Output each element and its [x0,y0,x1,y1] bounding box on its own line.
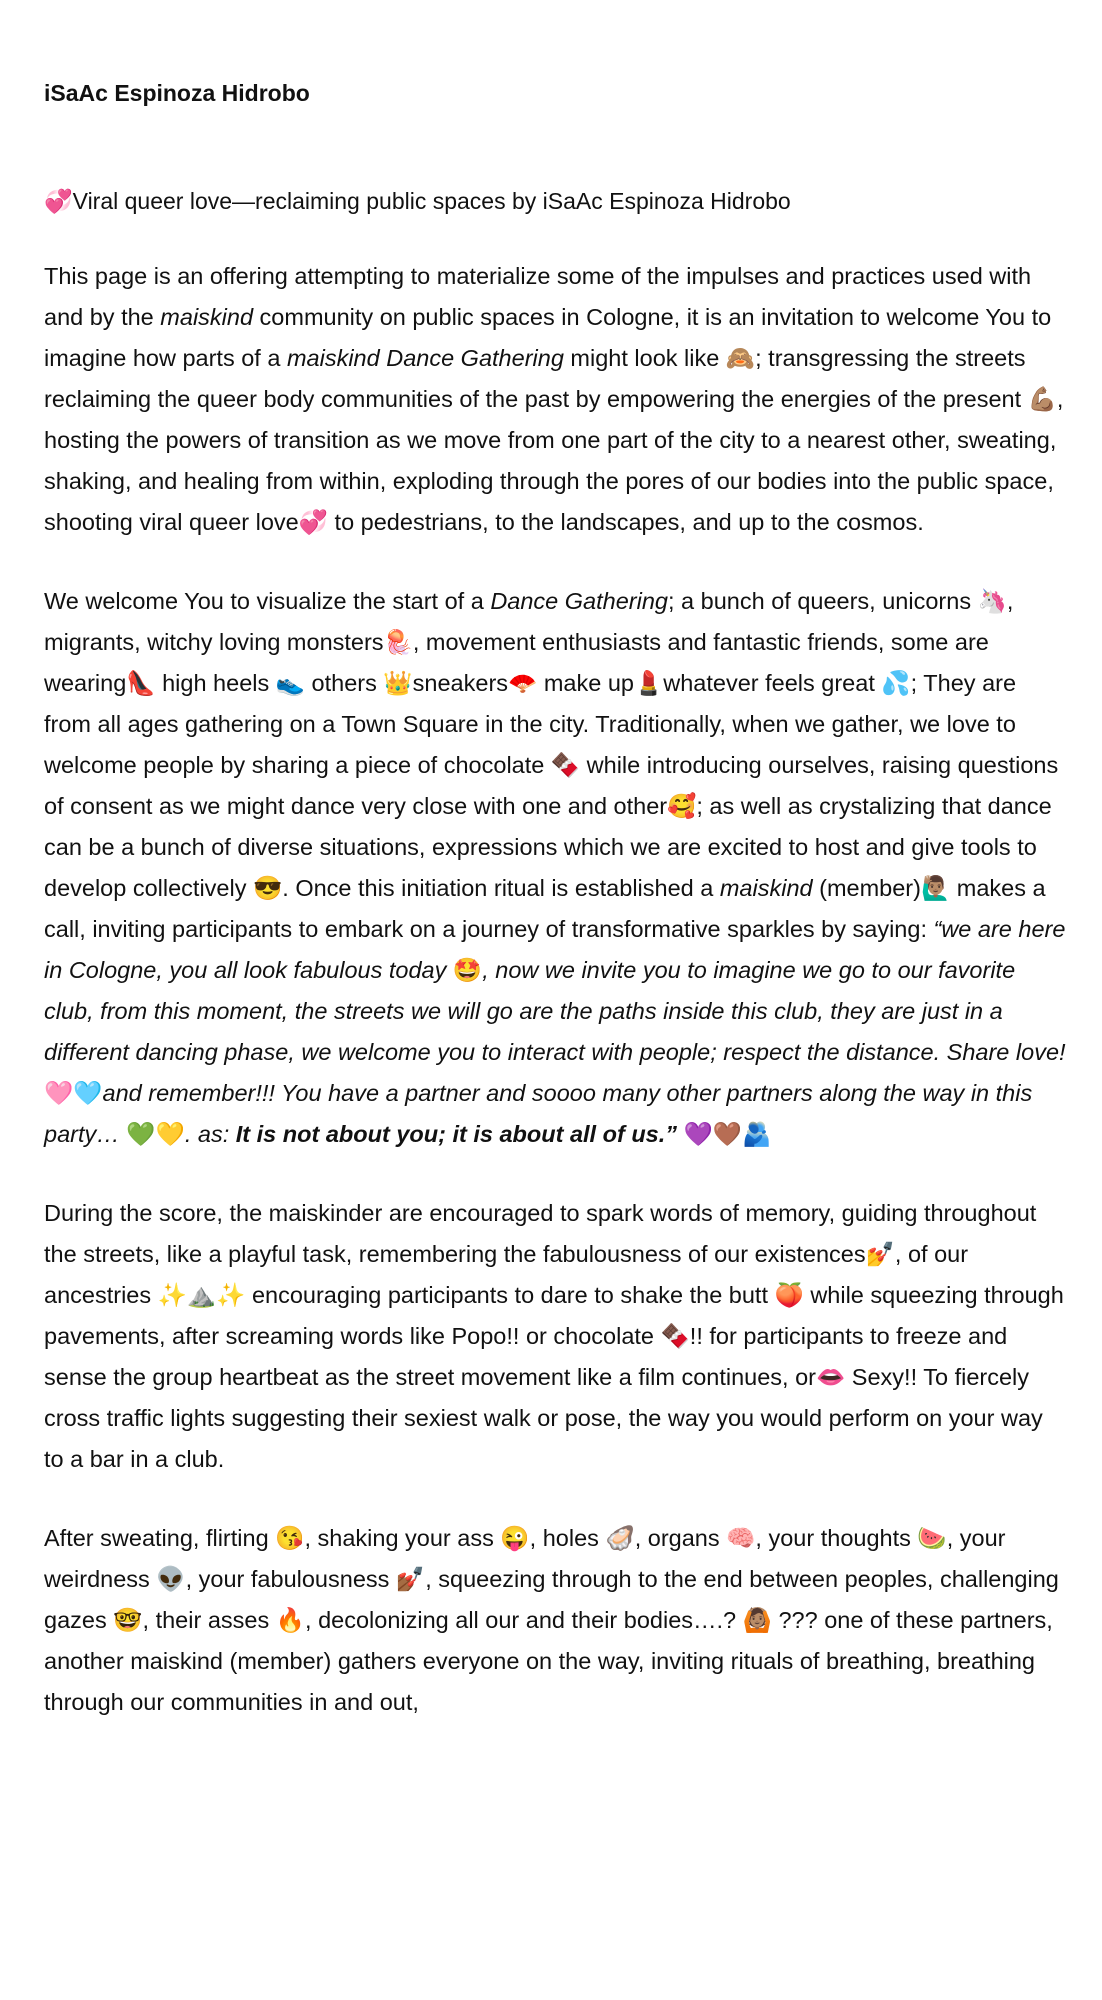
text-run: , of our ancestries [44,1241,969,1308]
text-run: whatever feels great [663,670,882,696]
emoji-icon: 💦 [881,670,911,696]
emoji-icon: 💅🏾 [395,1566,426,1592]
text-run: , squeezing through to the end between peoples, challenging gazes [44,1566,1059,1633]
emoji-icon: 💪🏽 [1027,386,1057,412]
text-run: community on public spaces in Cologne, it is an invitation to welcome You to imagine how parts of a [44,304,1052,371]
emoji-icon: 🪭 [508,670,538,696]
emoji-icon: 😜 [500,1525,530,1551]
text-run: make up [537,670,634,696]
title-text: Viral queer love—reclaiming public spaces by iSaAc Espinoza Hidrobo [72,188,791,214]
text-run: This page is an offering attempting to materialize some of the impulses and practices used with and by the [44,263,1032,330]
text-run: , your fabulousness [185,1566,396,1592]
emoji-icon: 💞 [298,509,329,535]
text-run: We welcome You to visualize the start of a [44,588,491,614]
text-run: and remember!!! You have a partner and soooo many other partners along the way in this party… [44,1080,1033,1147]
text-run: . Once this initiation ritual is established a [282,875,720,901]
emoji-icon: 🍫 [660,1323,690,1349]
emoji-icon: 🪼 [383,629,413,655]
body-paragraph-3 [44,1193,1066,1480]
text-run: Dance Gathering [490,588,668,614]
emoji-icon: 🤓 [113,1607,143,1633]
emoji-icon: 🙆🏽 [742,1607,772,1633]
emoji-icon: 👄 [816,1364,846,1390]
emoji-icon: 🥰 [667,793,697,819]
emoji-icon: 🦄 [977,588,1007,614]
text-run: encouraging participants to dare to shake the butt [245,1282,775,1308]
emoji-icon: 💄 [633,670,664,696]
text-run: , your thoughts [755,1525,918,1551]
text-run: ??? one of these partners, another maiskind (member) gathers everyone on the way, inviting rituals of breathing, breathing through our communities in and out, [44,1607,1053,1715]
text-run: , holes [529,1525,606,1551]
text-run: !! for participants to freeze and sense the group heartbeat as the street movement like a film continues, or [44,1323,1008,1390]
emoji-icon: 🙈 [725,345,756,371]
emoji-icon: 🍑 [774,1282,804,1308]
text-run: maiskind [160,304,254,330]
text-run: high heels [155,670,276,696]
text-run: , migrants, witchy loving monsters [44,588,1014,655]
text-run: ; transgressing the streets reclaiming the queer body communities of the past by empowering the energies of the present [44,345,1028,412]
emoji-icon: 👽 [156,1566,186,1592]
text-run: ; a bunch of queers, unicorns [667,588,978,614]
text-run: others [305,670,384,696]
emoji-icon: 👠 [126,670,156,696]
text-run: ; as well as crystalizing that dance can be a bunch of diverse situations, expressions which we are excited to host and give tools to develop collectively [44,793,1052,901]
emoji-icon: 😎 [253,875,283,901]
sparkling-heart-icon: 💞 [44,188,73,214]
text-run: It is not about you; it is about all of us.” [235,1121,678,1147]
document-body [44,256,1066,1723]
text-run: (member) [812,875,921,901]
text-run: , now we invite you to imagine we go to our favorite club, from this moment, the streets we will go are the paths inside this club, they are just in a different dancing phase, we welcome you to interact with people; respect the distance. Share love! [44,957,1066,1065]
text-run: maiskind Dance Gathering [286,345,564,371]
emoji-icon: 🔥 [275,1607,306,1633]
emoji-icon: 💚💛 [126,1121,185,1147]
emoji-icon: 🍉 [917,1525,947,1551]
text-run: to pedestrians, to the landscapes, and up to the cosmos. [328,509,924,535]
emoji-icon: 🦪 [605,1525,635,1551]
text-run: , their asses [142,1607,276,1633]
emoji-icon: 🧠 [726,1525,756,1551]
text-run: , shaking your ass [304,1525,501,1551]
emoji-icon: 💅 [865,1241,895,1267]
text-run: . as: [184,1121,236,1147]
text-run: , decolonizing all our and their bodies….? [305,1607,743,1633]
emoji-icon: 👑 [383,670,413,696]
text-run: , movement enthusiasts and fantastic friends, some are wearing [44,629,989,696]
text-run: ; They are from all ages gathering on a Town Square in the city. Traditionally, when we gather, we love to welcome people by sharing a piece of chocolate [44,670,1017,778]
emoji-icon: 🙋🏽‍♂️ [920,875,951,901]
emoji-icon: 👟 [275,670,306,696]
document-title [44,186,1066,216]
emoji-icon: 🩷🩵 [44,1080,103,1106]
emoji-icon: 🤩 [452,957,483,983]
text-run: sneakers [412,670,509,696]
body-paragraph-2 [44,581,1066,1155]
text-run: , hosting the powers of transition as we move from one part of the city to a nearest other, sweating, shaking, and healing from within, exploding through the pores of our bodies into the public space, shooting viral queer love [44,386,1064,535]
text-run: After sweating, flirting [44,1525,276,1551]
text-run: “we are here in Cologne, you all look fabulous today [44,916,1066,983]
emoji-icon: 💜🤎🫂 [683,1121,772,1147]
text-run: while introducing ourselves, raising questions of consent as we might dance very close with one and other [44,752,1059,819]
author-name: iSaAc Espinoza Hidrobo [44,80,310,106]
text-run: , organs [634,1525,727,1551]
text-run: might look like [563,345,726,371]
body-paragraph-4 [44,1518,1066,1723]
emoji-icon: ✨⛰️✨ [157,1282,246,1308]
body-paragraph-1 [44,256,1066,543]
text-run: Sexy!! To fiercely cross traffic lights suggesting their sexiest walk or pose, the way you would perform on your way to a bar in a club. [44,1364,1043,1472]
text-run: During the score, the maiskinder are encouraged to spark words of memory, guiding throughout the streets, like a playful task, remembering the fabulousness of our existences [44,1200,1037,1267]
text-run: maiskind [719,875,813,901]
text-run: while squeezing through pavements, after screaming words like Popo!! or chocolate [44,1282,1064,1349]
text-run: , your weirdness [44,1525,1006,1592]
emoji-icon: 🍫 [550,752,581,778]
emoji-icon: 😘 [275,1525,305,1551]
text-run: makes a call, inviting participants to embark on a journey of transformative sparkles by saying: [44,875,1046,942]
